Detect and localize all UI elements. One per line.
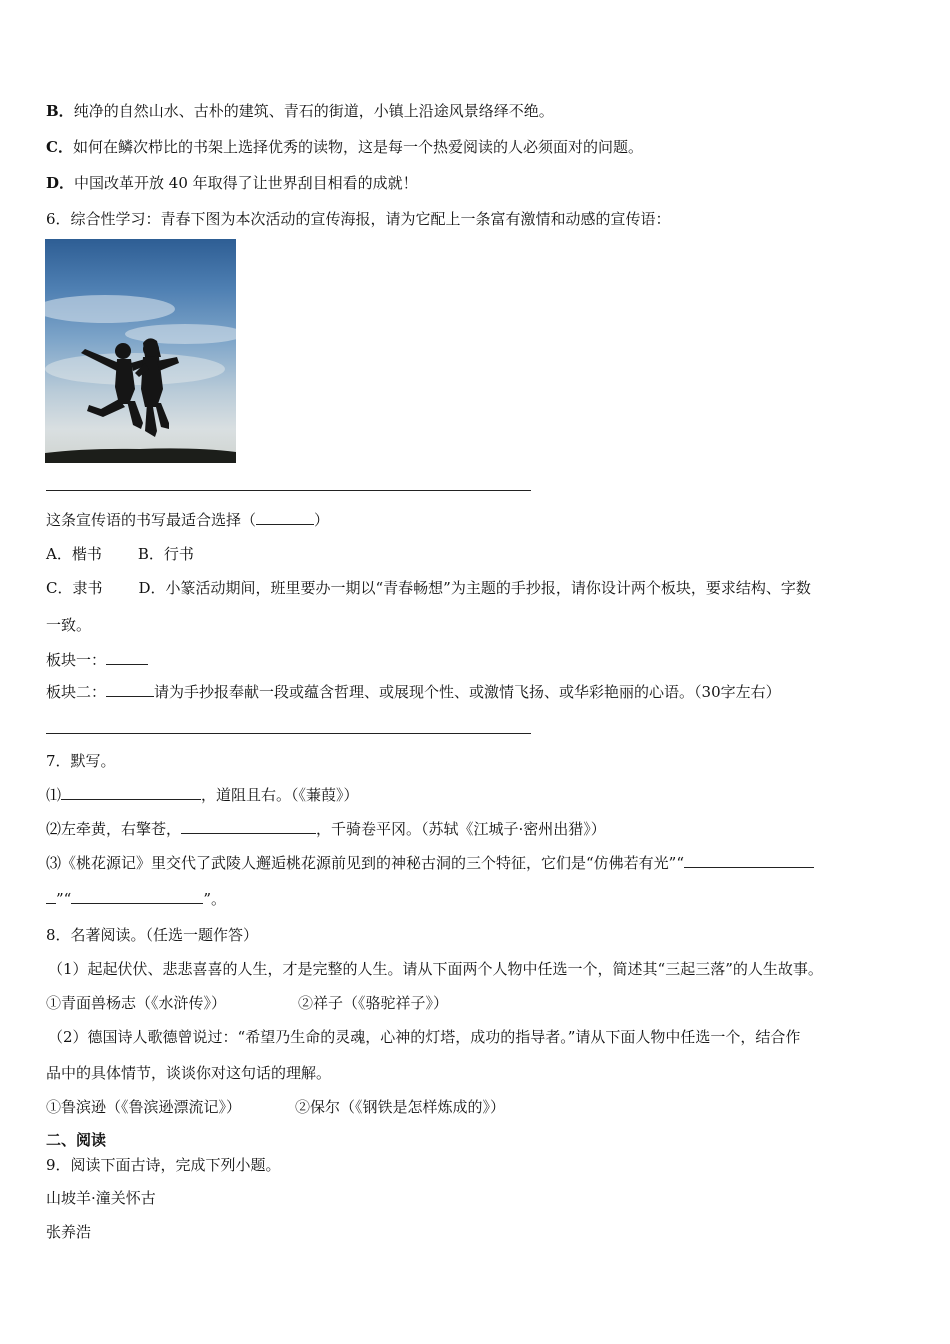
option-b [46,101,554,121]
block-one [46,650,148,670]
q8-part1-options [46,993,448,1013]
calligraphy-options-row2 [46,578,811,598]
q7-item1 [46,785,359,805]
q8-part2-option1: ①鲁滨逊（《鲁滨逊漂流记》） [46,1098,242,1116]
calligraphy-options-row1 [46,544,194,564]
q7-item2-head: ⑵左牵黄，右擎苍， [46,820,182,838]
q8-part1: （1）起起伏伏、悲悲喜喜的人生，才是完整的人生。请从下面两个人物中任选一个，简述其“三起三落”的人生故事。 [48,960,823,978]
q7-item3-quote-sep: ”“ [56,890,72,908]
q8-stem: 8．名著阅读。（任选一题作答） [46,926,259,944]
poem-author: 张养浩 [46,1223,92,1241]
option-d-xiaozhuan-and-task: D．小篆活动期间，班里要办一期以“青春畅想”为主题的手抄报，请你设计两个板块，要求结构、字数 [138,579,811,597]
q7-item2-blank[interactable] [181,819,316,834]
section-heading-reading: 二、阅读 [46,1131,107,1149]
option-c-lishu: C．隶书 [46,579,103,597]
task-continuation: 一致。 [46,616,92,634]
option-d-letter: D． [46,174,75,192]
q7-item1-tail: ，道阻且右。（《蒹葭》） [201,786,359,804]
calligraphy-answer-blank[interactable] [256,510,314,525]
q7-item3-blank-b[interactable] [71,889,203,904]
q7-item3-head: ⑶《桃花源记》里交代了武陵人邂逅桃花源前见到的神秘古洞的三个特征，它们是“仿佛若有光”“ [46,854,685,872]
q7-item1-num: ⑴ [46,786,62,804]
q7-item3-blank-a-end[interactable] [46,889,56,904]
option-c [46,137,643,157]
q7-item1-blank[interactable] [61,785,201,800]
block-two-text: 请为手抄报奉献一段或蕴含哲理、或展现个性、或激情飞扬、或华彩艳丽的心语。（30字左右） [154,683,781,701]
calligraphy-prompt-end: ） [314,511,330,529]
option-c-letter: C． [46,138,73,156]
answer-line-heart-words[interactable] [46,733,531,734]
q7-stem: 7．默写。 [46,752,116,770]
poster-photo [45,239,236,463]
q7-item3-blank-a[interactable] [684,853,814,868]
option-a-kaishu: A．楷书 [46,545,102,563]
q8-part2-line2: 品中的具体情节，谈谈你对这句话的理解。 [46,1064,332,1082]
calligraphy-prompt-start: 这条宣传语的书写最适合选择（ [46,511,257,529]
q7-item3-quote-end: ”。 [203,890,227,908]
block-two-blank[interactable] [106,682,154,697]
option-b-text: 纯净的自然山水、古朴的建筑、青石的街道，小镇上沿途风景络绎不绝。 [73,102,554,120]
block-two [46,682,781,702]
option-b-xingshu: B．行书 [137,545,194,563]
q8-part1-option1: ①青面兽杨志（《水浒传》） [46,994,227,1012]
q8-part2-option2: ②保尔（《钢铁是怎样炼成的》） [295,1098,506,1116]
calligraphy-question [46,510,329,530]
block-two-label: 板块二： [46,683,107,701]
block-one-blank[interactable] [106,650,148,665]
q6-stem: 6．综合性学习：青春下图为本次活动的宣传海报，请为它配上一条富有激情和动感的宣传语： [46,210,671,228]
q8-part1-option2: ②祥子（《骆驼祥子》） [298,994,449,1012]
q7-item2 [46,819,606,839]
option-b-letter: B． [46,102,74,120]
q9-stem: 9．阅读下面古诗，完成下列小题。 [46,1156,281,1174]
q7-item2-tail: ，千骑卷平冈。（苏轼《江城子·密州出猎》） [316,820,606,838]
q7-item3-continuation [46,889,226,909]
q8-part2-options [46,1097,505,1117]
q7-item3 [46,853,814,873]
option-d [46,173,418,193]
block-one-label: 板块一： [46,651,107,669]
option-d-text: 中国改革开放 40 年取得了让世界刮目相看的成就！ [74,174,418,192]
poem-title: 山坡羊·潼关怀古 [46,1189,156,1207]
option-c-text: 如何在鳞次栉比的书架上选择优秀的读物，这是每一个热爱阅读的人必须面对的问题。 [72,138,643,156]
jumping-silhouettes-image [45,239,236,463]
answer-line-slogan[interactable] [46,490,531,491]
q8-part2-line1: （2）德国诗人歌德曾说过：“希望乃生命的灵魂，心神的灯塔，成功的指导者。”请从下面人物中任选一个，结合作 [48,1028,801,1046]
